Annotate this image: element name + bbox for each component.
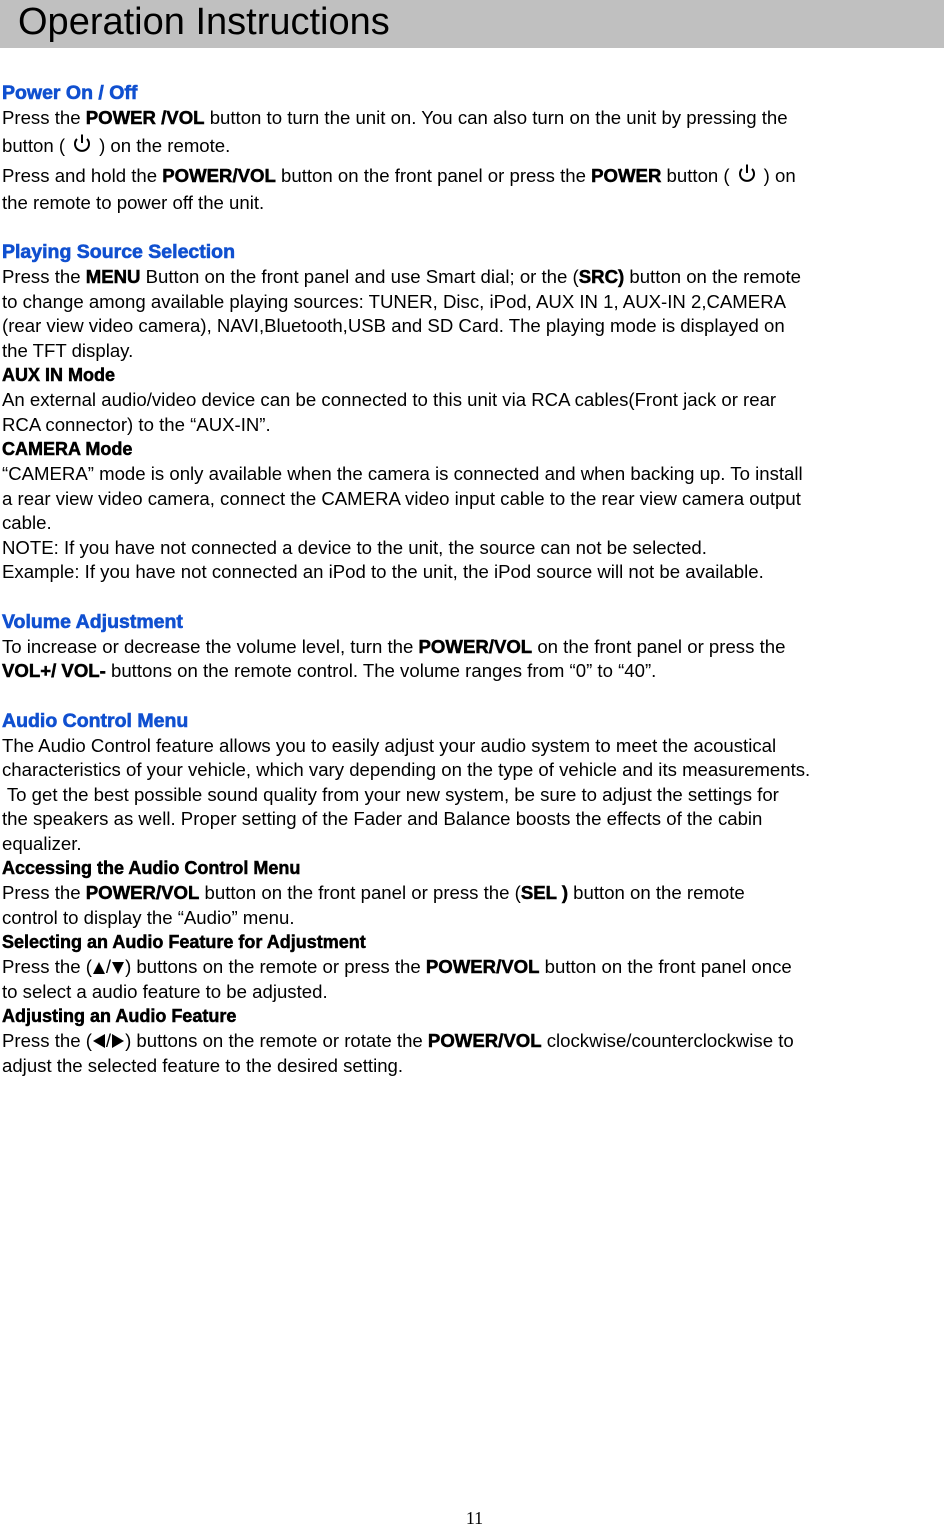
text: To increase or decrease the volume level, turn the	[2, 635, 419, 657]
text: ) buttons on the remote or rotate the	[125, 1030, 428, 1051]
source-line-1	[2, 265, 946, 290]
audio-line-5: equalizer.	[2, 832, 82, 854]
source-line-3: (rear view video camera), NAVI,Bluetooth,USB and SD Card. The playing mode is displayed on	[2, 315, 785, 336]
power-vol-label: POWER/VOL	[418, 635, 533, 657]
page-title: Operation Instructions	[18, 1, 390, 43]
vol-label: VOL+/ VOL-	[2, 660, 106, 681]
text: Press the	[2, 266, 86, 287]
subheading-adjusting: Adjusting an Audio Feature	[2, 1006, 237, 1026]
text: button on the front panel or press the	[275, 164, 592, 186]
audio-line-4: the speakers as well. Proper setting of the Fader and Balance boosts the effects of the cabin	[2, 808, 763, 829]
camera-line-3: cable.	[2, 512, 52, 533]
selecting-line-1	[2, 955, 946, 980]
spacer	[2, 684, 946, 708]
text: Press the (	[2, 1030, 92, 1051]
power-label: POWER	[591, 164, 662, 186]
text: ) on the remote.	[99, 134, 231, 156]
text: /	[105, 956, 112, 977]
text: button on the remote	[568, 882, 745, 903]
text: clockwise/counterclockwise to	[541, 1030, 794, 1051]
text: button (	[661, 164, 730, 186]
audio-line-3: To get the best possible sound quality from your new system, be sure to adjust the settings for	[2, 783, 779, 805]
text: Press the (	[2, 956, 92, 977]
text: Button on the front panel and use Smart dial; or the (	[140, 266, 579, 287]
power-vol-label: POWER /VOL	[85, 107, 205, 128]
subheading-aux: AUX IN Mode	[2, 365, 116, 385]
adjusting-line-1	[2, 1029, 946, 1054]
text: button on the front panel or press the (	[199, 882, 521, 903]
accessing-line-1	[2, 881, 946, 906]
text: on the front panel or press the	[532, 635, 786, 657]
src-label: SRC)	[578, 266, 625, 287]
audio-line-1: The Audio Control feature allows you to easily adjust your audio system to meet the acoustical	[2, 734, 777, 756]
text: ) on	[763, 164, 796, 186]
text: ) buttons on the remote or press the	[125, 956, 426, 977]
section-heading-source: Playing Source Selection	[2, 241, 235, 263]
right-arrow-icon	[111, 1033, 125, 1049]
source-line-2: to change among available playing sources: TUNER, Disc, iPod, AUX IN 1, AUX-IN 2,CAMERA	[2, 290, 787, 312]
selecting-line-2: to select a audio feature to be adjusted.	[2, 980, 328, 1002]
page-number: 11	[465, 1508, 484, 1528]
power-vol-label: POWER/VOL	[162, 164, 276, 186]
spacer	[2, 215, 946, 239]
accessing-line-2: control to display the “Audio” menu.	[2, 906, 295, 928]
volume-line-2	[2, 659, 946, 684]
text: Press and hold the	[2, 164, 163, 186]
source-line-4: the TFT display.	[2, 339, 134, 361]
power-vol-label: POWER/VOL	[425, 956, 540, 977]
section-heading-power: Power On / Off	[2, 82, 138, 104]
spacer	[2, 585, 946, 609]
adjusting-line-2: adjust the selected feature to the desired setting.	[2, 1054, 404, 1076]
text: button on the remote	[624, 266, 801, 287]
power-icon	[736, 163, 758, 185]
power-line-3	[2, 161, 946, 191]
menu-label: MENU	[85, 266, 141, 287]
title-bar	[0, 0, 944, 48]
volume-line-1	[2, 635, 946, 660]
document-body	[2, 80, 946, 1078]
power-line-4: the remote to power off the unit.	[2, 191, 265, 213]
section-heading-audio: Audio Control Menu	[2, 709, 189, 732]
power-vol-label: POWER/VOL	[85, 882, 200, 903]
power-vol-label: POWER/VOL	[427, 1030, 542, 1051]
example-line: Example: If you have not connected an iPod to the unit, the iPod source will not be available.	[2, 561, 764, 582]
text: buttons on the remote control. The volume ranges from “0” to “40”.	[105, 660, 657, 681]
text: Press the	[2, 882, 86, 903]
aux-line-2: RCA connector) to the “AUX-IN”.	[2, 413, 271, 435]
text: button on the front panel once	[539, 956, 792, 977]
section-heading-volume: Volume Adjustment	[2, 610, 183, 633]
left-arrow-icon	[92, 1033, 106, 1049]
camera-line-1: “CAMERA” mode is only available when the camera is connected and when backing up. To install	[2, 463, 803, 484]
text: Press the	[2, 107, 86, 128]
power-icon	[71, 133, 93, 155]
subheading-selecting: Selecting an Audio Feature for Adjustment	[2, 932, 366, 952]
text: /	[105, 1030, 112, 1051]
subheading-accessing: Accessing the Audio Control Menu	[2, 858, 301, 878]
aux-line-1: An external audio/video device can be connected to this unit via RCA cables(Front jack or rear	[2, 389, 777, 410]
text: button (	[2, 134, 66, 156]
up-arrow-icon	[92, 961, 106, 975]
sel-label: SEL )	[520, 882, 569, 903]
subheading-camera: CAMERA Mode	[2, 439, 133, 459]
audio-line-2: characteristics of your vehicle, which vary depending on the type of vehicle and its measurements.	[2, 759, 811, 780]
camera-line-2: a rear view video camera, connect the CAMERA video input cable to the rear view camera output	[2, 487, 801, 509]
power-line-1	[2, 106, 946, 131]
note-line: NOTE: If you have not connected a device to the unit, the source can not be selected.	[2, 536, 707, 558]
down-arrow-icon	[111, 961, 125, 975]
text: button to turn the unit on. You can also turn on the unit by pressing the	[204, 107, 788, 128]
power-line-2	[2, 131, 946, 161]
